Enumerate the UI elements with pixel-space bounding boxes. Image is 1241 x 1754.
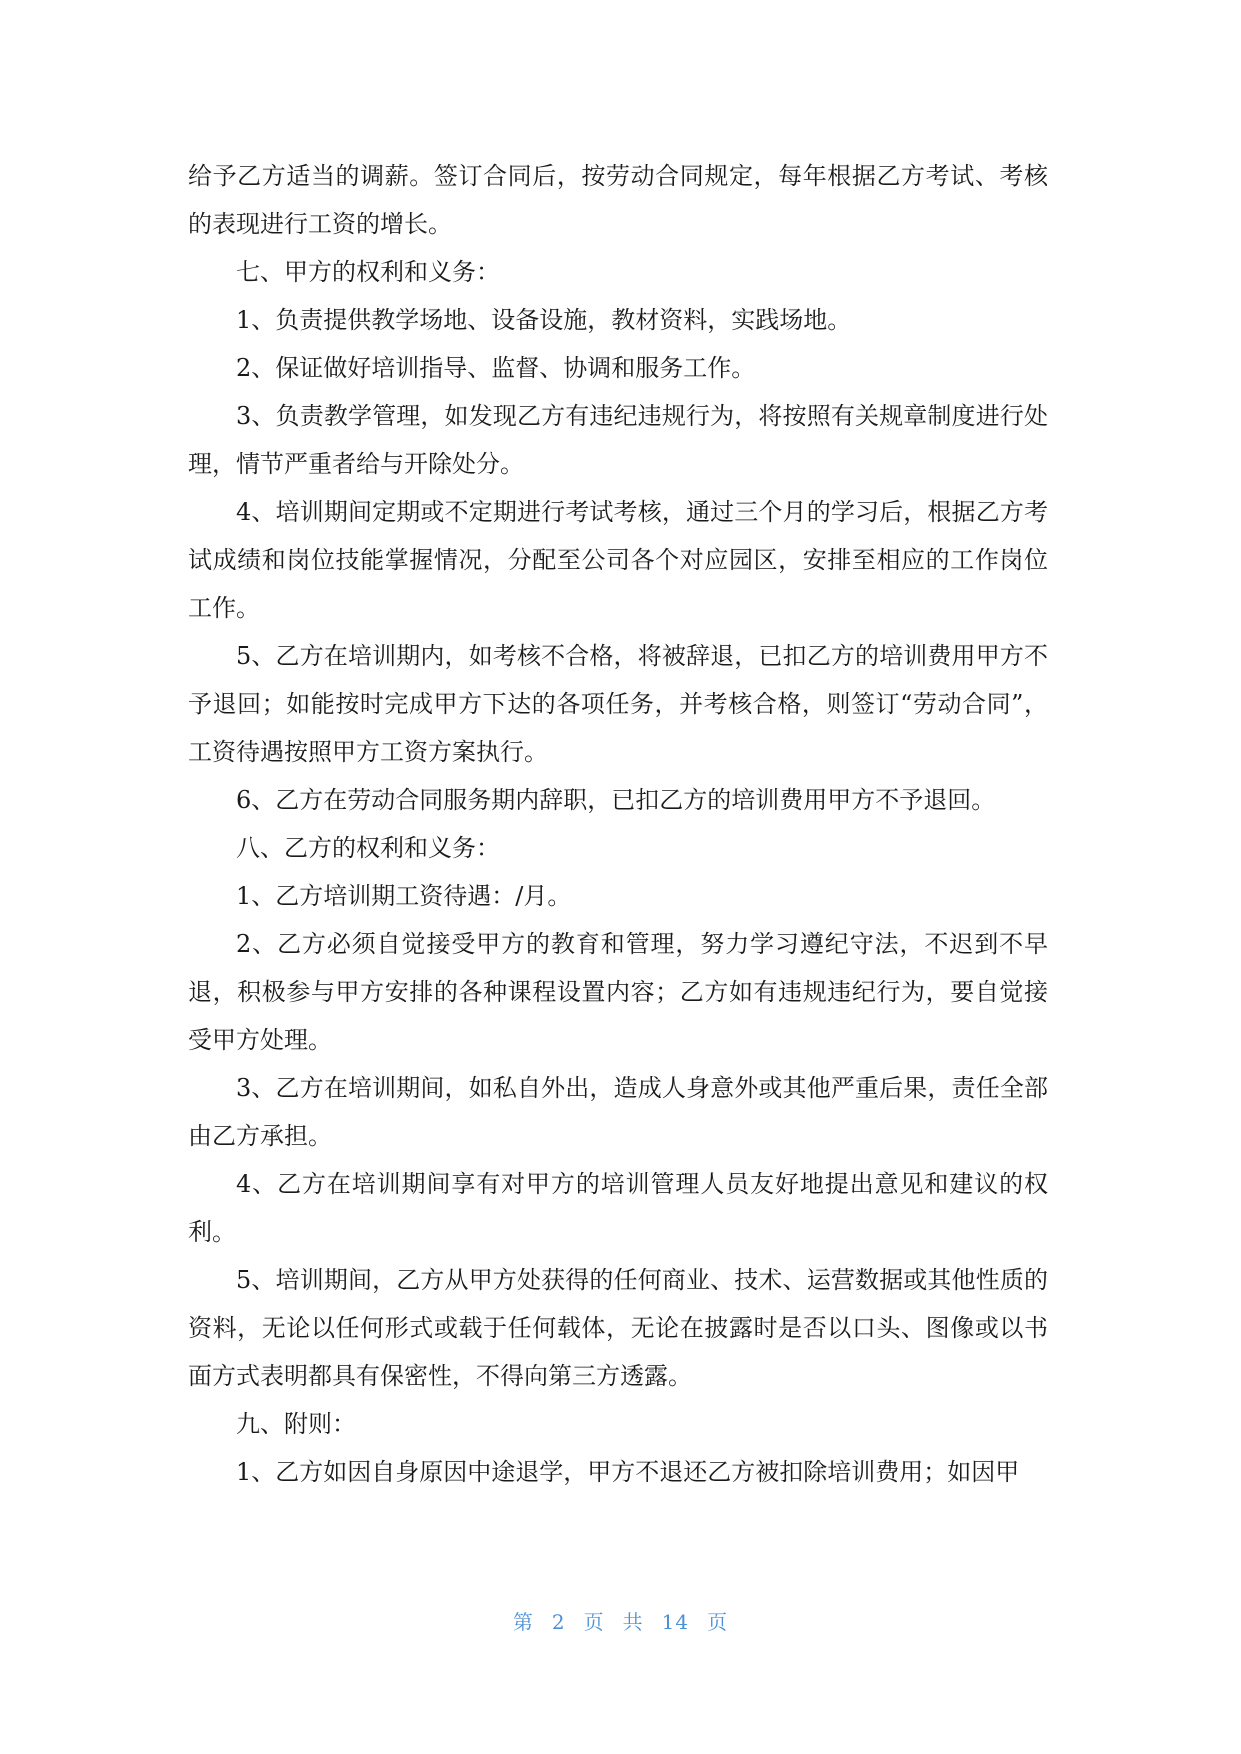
paragraph: 3、乙方在培训期间，如私自外出，造成人身意外或其他严重后果，责任全部由乙方承担。 <box>188 1074 1048 1150</box>
page-footer <box>0 1606 1241 1635</box>
footer-current-page: 2 <box>551 1610 566 1634</box>
paragraph: 5、乙方在培训期内，如考核不合格，将被辞退，已扣乙方的培训费用甲方不予退回；如能按时完成甲方下达的各项任务，并考核合格，则签订“劳动合同”，工资待遇按照甲方工资方案执行。 <box>188 642 1048 766</box>
document-body <box>188 152 1048 1496</box>
footer-word-gong: 共 <box>622 1610 644 1634</box>
paragraph: 1、乙方培训期工资待遇：/月。 <box>236 882 572 910</box>
paragraph: 6、乙方在劳动合同服务期内辞职，已扣乙方的培训费用甲方不予退回。 <box>236 786 996 814</box>
paragraph: 2、乙方必须自觉接受甲方的教育和管理，努力学习遵纪守法，不迟到不早退，积极参与甲方安排的各种课程设置内容；乙方如有违规违纪行为，要自觉接受甲方处理。 <box>188 930 1048 1054</box>
paragraph: 1、负责提供教学场地、设备设施，教材资料，实践场地。 <box>236 306 852 334</box>
footer-word-ye: 页 <box>583 1610 605 1634</box>
paragraph: 2、保证做好培训指导、监督、协调和服务工作。 <box>236 354 756 382</box>
paragraph: 5、培训期间，乙方从甲方处获得的任何商业、技术、运营数据或其他性质的资料，无论以任何形式或载于任何载体，无论在披露时是否以口头、图像或以书面方式表明都具有保密性，不得向第三方透露。 <box>188 1266 1048 1390</box>
footer-word-ye2: 页 <box>707 1610 729 1634</box>
footer-word-di: 第 <box>512 1610 534 1634</box>
section-heading-party-b: 八、乙方的权利和义务： <box>236 834 500 862</box>
section-heading-party-a: 七、甲方的权利和义务： <box>236 258 500 286</box>
section-heading-appendix: 九、附则： <box>236 1410 356 1438</box>
paragraph: 4、培训期间定期或不定期进行考试考核，通过三个月的学习后，根据乙方考试成绩和岗位技能掌握情况，分配至公司各个对应园区，安排至相应的工作岗位工作。 <box>188 498 1048 622</box>
paragraph: 给予乙方适当的调薪。签订合同后，按劳动合同规定，每年根据乙方考试、考核的表现进行工资的增长。 <box>188 162 1048 238</box>
paragraph: 4、乙方在培训期间享有对甲方的培训管理人员友好地提出意见和建议的权利。 <box>188 1170 1048 1246</box>
paragraph: 3、负责教学管理，如发现乙方有违纪违规行为，将按照有关规章制度进行处理，情节严重者给与开除处分。 <box>188 402 1048 478</box>
paragraph: 1、乙方如因自身原因中途退学，甲方不退还乙方被扣除培训费用；如因甲 <box>236 1458 1020 1486</box>
footer-total-pages: 14 <box>661 1610 690 1634</box>
